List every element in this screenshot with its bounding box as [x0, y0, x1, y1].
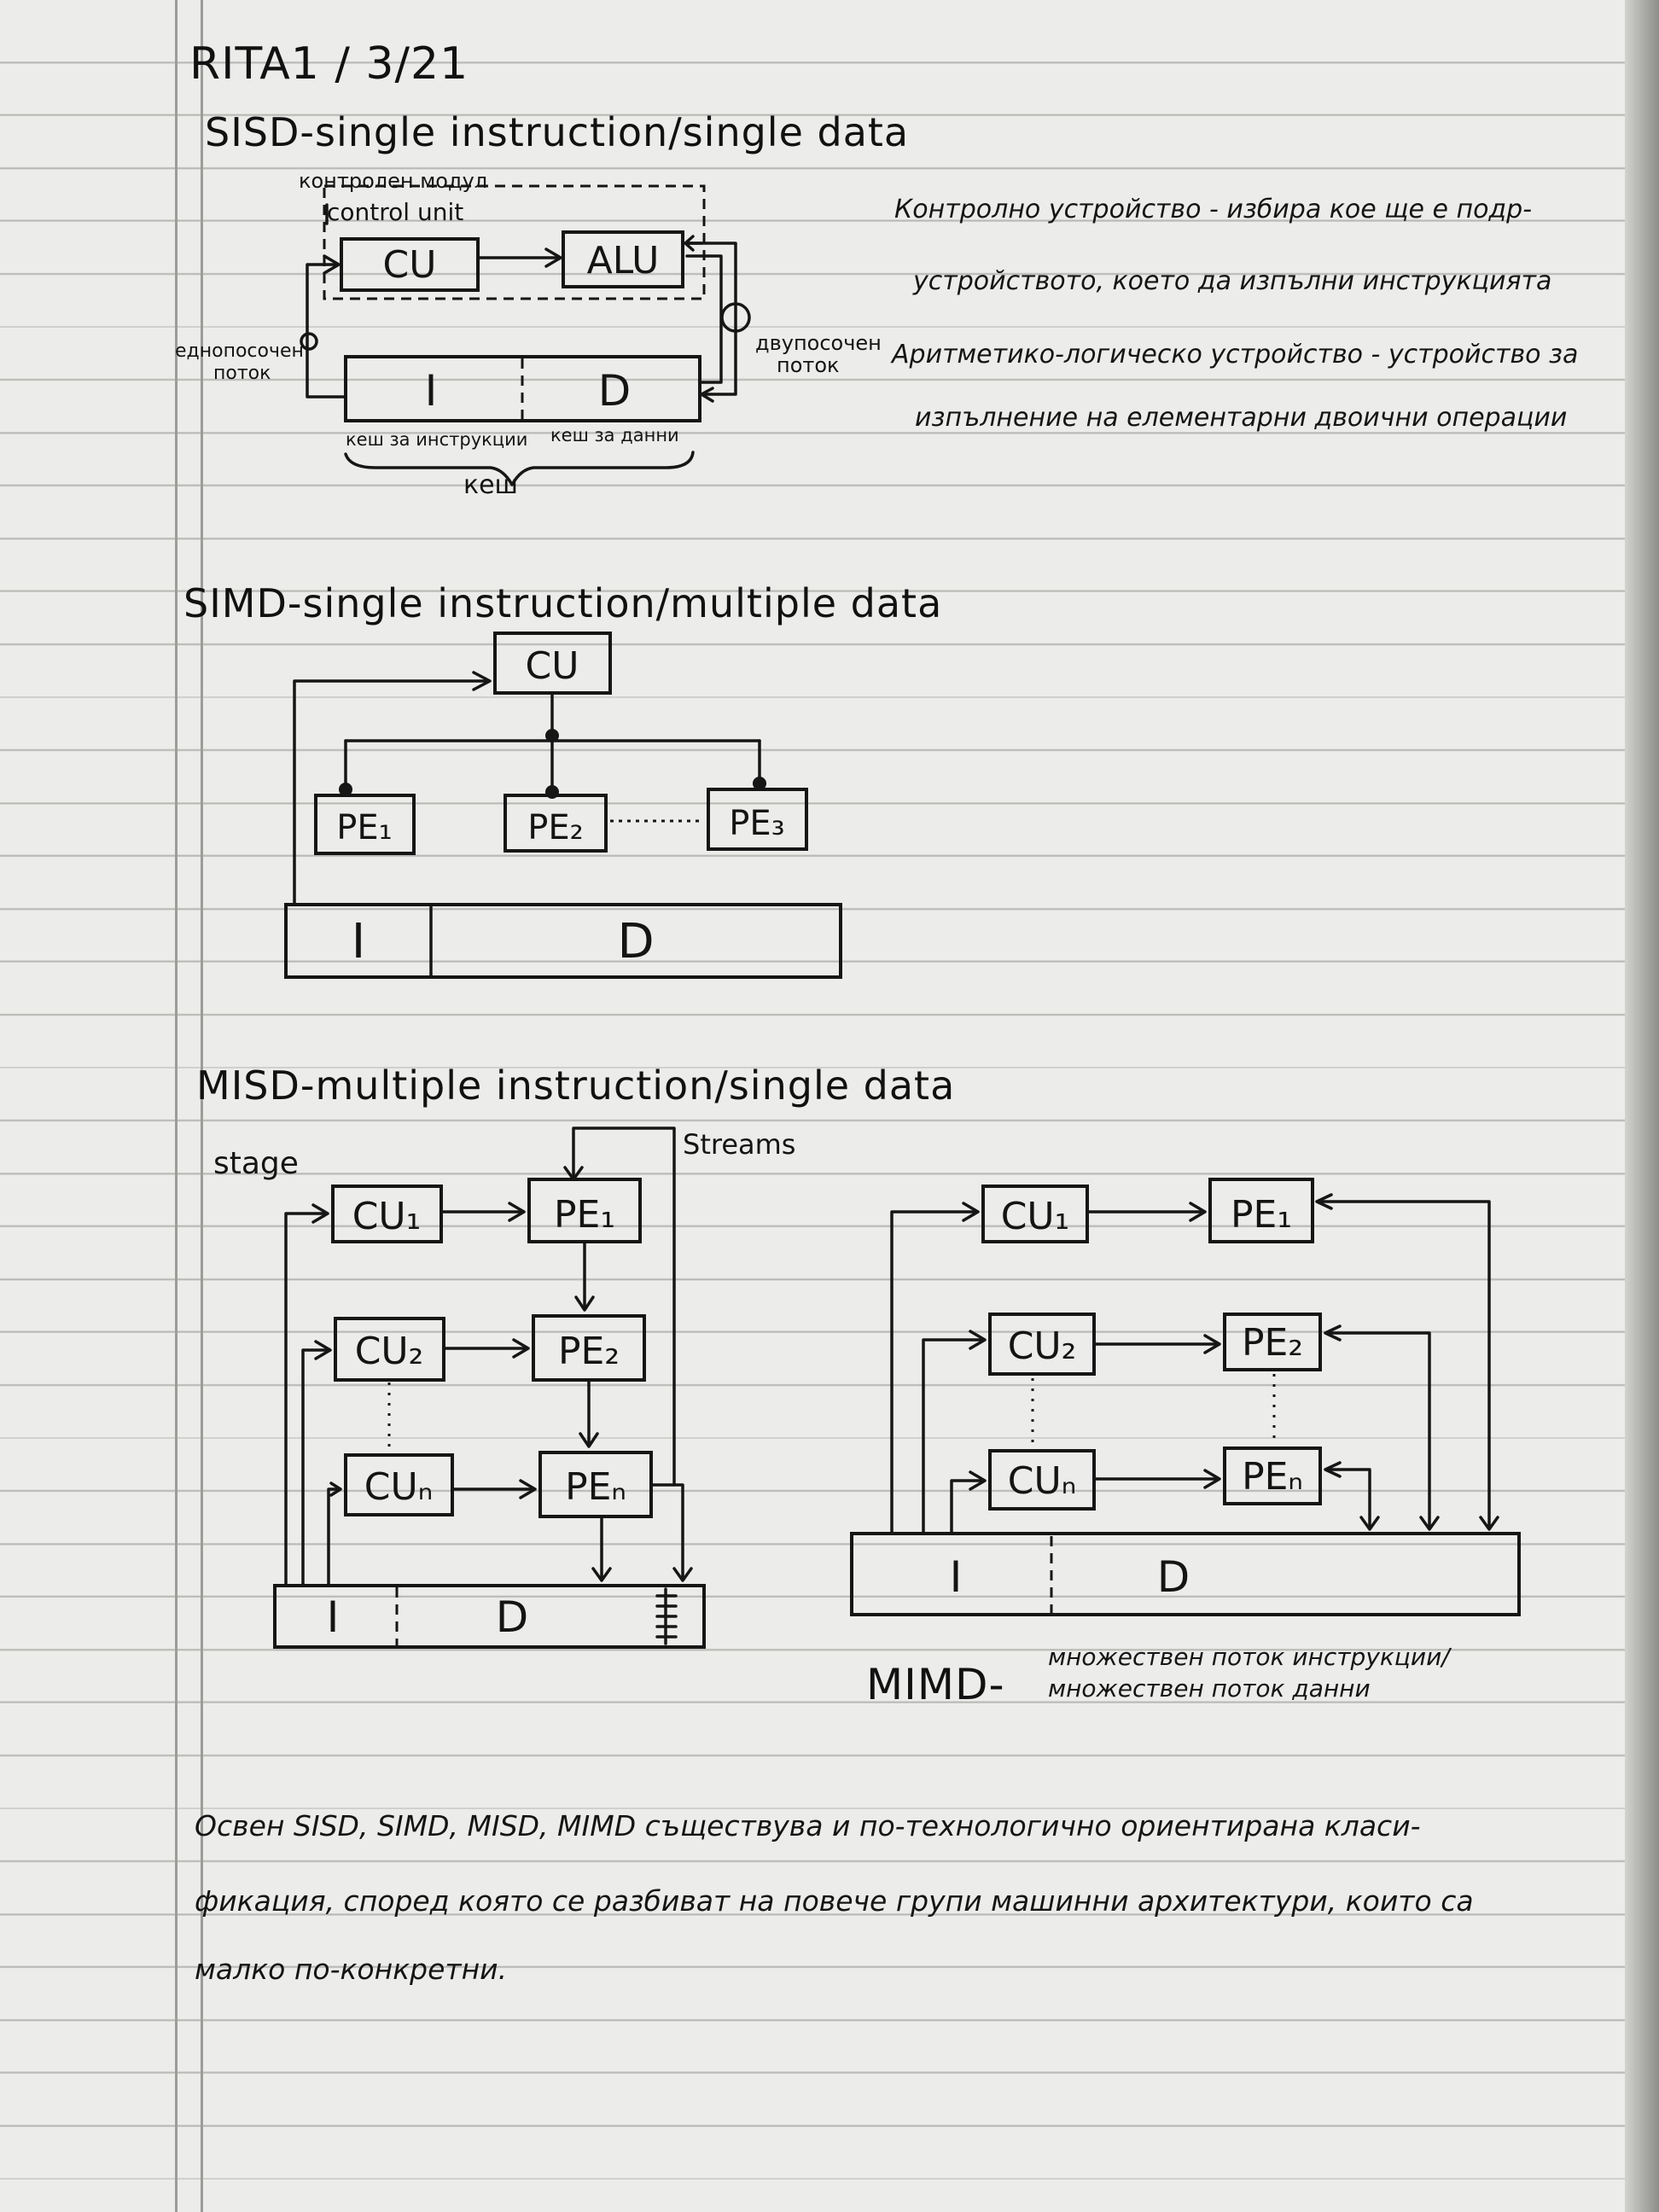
misd-cu2-label: CU₂ — [354, 1330, 424, 1373]
simd-memory-box — [286, 905, 841, 977]
footer-line-1: Освен SISD, SIMD, MISD, MIMD съществува и по-технологично ориентирана класи- — [195, 1809, 1421, 1842]
one-way-flow-label: еднопосочен поток — [175, 341, 304, 384]
mimd-heading: MIMD- — [866, 1660, 1005, 1709]
sisd-cu-label: CU — [382, 243, 437, 287]
cache-brace — [346, 452, 693, 485]
mimd-i-label: I — [949, 1552, 963, 1602]
misd-d-label: D — [495, 1592, 529, 1642]
streams-label: Streams — [683, 1128, 796, 1161]
note-line-1: Контролно устройство - избира коe ще е подр- — [894, 195, 1533, 224]
misd-pe2-label: PE₂ — [558, 1330, 620, 1373]
stage-label: stage — [213, 1146, 299, 1181]
page-title: RITA1 / 3/21 — [189, 38, 469, 90]
control-unit-label-en: control unit — [327, 198, 464, 226]
mimd-label-line-1: множествен поток инструкции/ — [1048, 1643, 1450, 1671]
sisd-i-label: I — [424, 366, 438, 416]
misd-heading: MISD-multiple instruction/single data — [196, 1062, 956, 1109]
data-cache-label: кеш за данни — [550, 425, 679, 445]
misd-cun-label: CUₙ — [364, 1465, 434, 1509]
mimd-pe2-label: PE₂ — [1242, 1321, 1303, 1365]
sisd-d-label: D — [597, 366, 632, 416]
mimd-d-label: D — [1156, 1552, 1190, 1602]
mimd-label-line-2: множествен поток данни — [1048, 1674, 1371, 1703]
simd-pe1-label: PE₁ — [336, 808, 393, 847]
footer-line-3: малко по-конкретни. — [195, 1953, 508, 1986]
misd-pe1-label: PE₁ — [554, 1193, 615, 1237]
mimd-cu1-label: CU₁ — [1000, 1195, 1070, 1238]
sisd-heading: SISD-single instruction/single data — [205, 109, 910, 155]
footer-line-2: фикация, според която се разбиват на повече групи машинни архитектури, които са — [195, 1884, 1474, 1918]
misd-diagram — [213, 1128, 795, 1647]
note-line-2: устройството, което да изпълни инструкцията — [913, 266, 1552, 296]
cache-label: кеш — [463, 470, 519, 500]
simd-pe3-label: PE₃ — [729, 804, 785, 843]
mimd-diagram — [852, 1179, 1519, 1615]
simd-heading: SIMD-single instruction/multiple data — [183, 580, 943, 626]
simd-pe2-label: PE₂ — [527, 808, 584, 847]
mimd-pe1-label: PE₁ — [1231, 1193, 1292, 1237]
simd-d-label: D — [617, 914, 655, 969]
control-unit-label-bg: контролен модул — [299, 169, 488, 193]
sisd-diagram — [175, 169, 882, 500]
simd-i-label: I — [351, 914, 366, 969]
mimd-pen-label: PEₙ — [1242, 1455, 1303, 1499]
misd-cu1-label: CU₁ — [352, 1195, 422, 1238]
misd-memory-box — [275, 1586, 704, 1647]
misd-pen-label: PEₙ — [565, 1465, 626, 1509]
two-way-flow-label: двупосочен поток — [755, 331, 882, 377]
instruction-cache-label: кеш за инструкции — [346, 429, 528, 450]
mimd-cun-label: CUₙ — [1007, 1459, 1077, 1503]
sisd-alu-label: ALU — [586, 239, 660, 282]
note-line-4: изпълнение на елементарни двоични операции — [915, 403, 1568, 433]
mimd-cu2-label: CU₂ — [1007, 1324, 1077, 1368]
misd-i-label: I — [326, 1592, 340, 1642]
simd-cu-label: CU — [525, 644, 579, 688]
note-line-3: Аритметико-логическо устройство - устройство за — [892, 340, 1579, 370]
simd-diagram — [286, 633, 841, 977]
